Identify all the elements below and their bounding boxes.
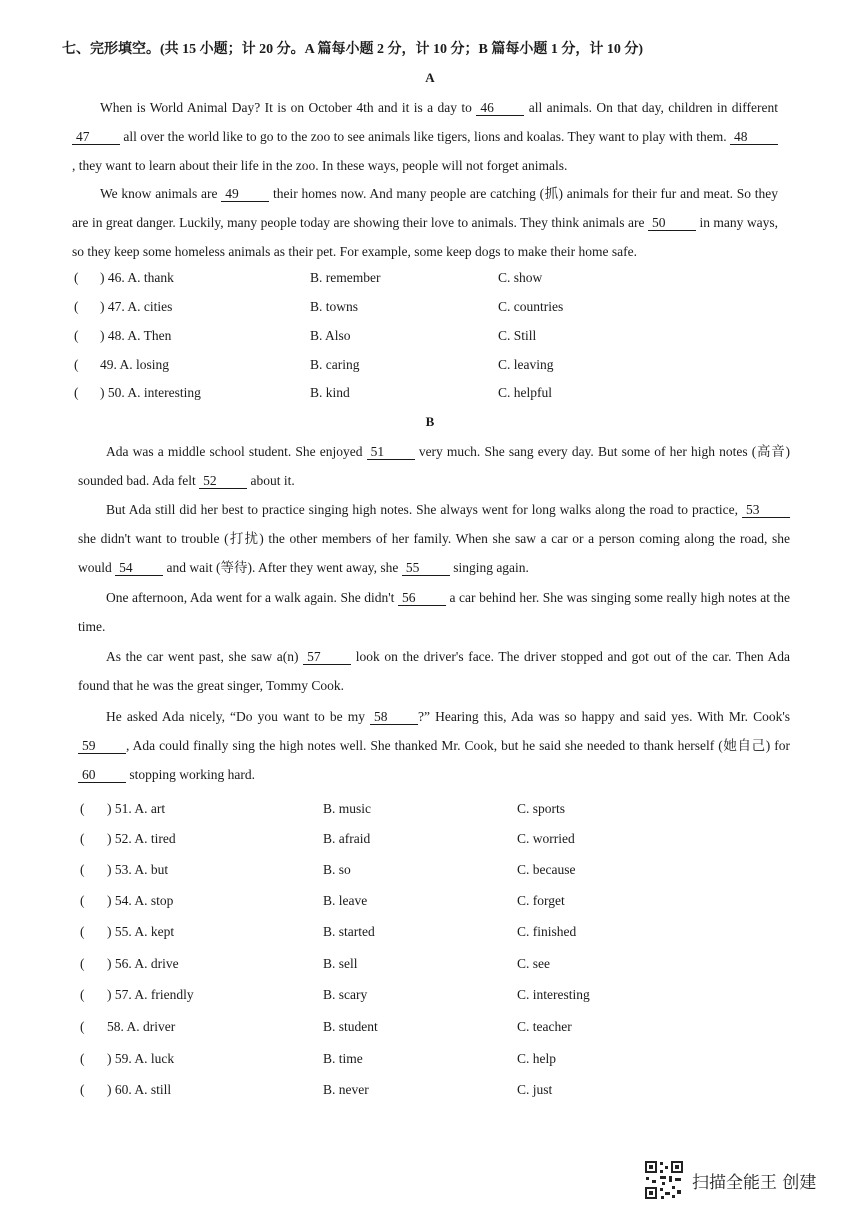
option-c: C. sports <box>517 801 566 816</box>
blank-50: 50 <box>648 215 696 231</box>
option-b: B. time <box>323 1051 363 1066</box>
option-c: C. forget <box>517 893 565 908</box>
option-b: B. caring <box>310 357 360 372</box>
option-a: ) 46. A. thank <box>100 270 174 285</box>
answer-bracket: ( <box>74 357 79 372</box>
option-a: ) 47. A. cities <box>100 299 173 314</box>
option-a: ) 57. A. friendly <box>107 987 194 1002</box>
option-c: C. worried <box>517 831 575 846</box>
answer-bracket: ( <box>80 956 85 971</box>
answer-bracket: ( <box>80 1051 85 1066</box>
option-a: ) 50. A. interesting <box>100 385 201 400</box>
option-b: B. kind <box>310 385 350 400</box>
blank-58: 58 <box>370 709 418 725</box>
option-b: B. remember <box>310 270 381 285</box>
option-c: C. leaving <box>498 357 554 372</box>
option-b: B. music <box>323 801 372 816</box>
answer-bracket: ( <box>74 270 79 285</box>
option-a: 49. A. losing <box>100 357 170 372</box>
answer-bracket: ( <box>74 328 79 343</box>
answer-bracket: ( <box>80 987 85 1002</box>
option-b: B. towns <box>310 299 359 314</box>
option-c: C. helpful <box>498 385 552 400</box>
option-b: B. started <box>323 924 375 939</box>
passage-b-paragraph-3: One afternoon, Ada went for a walk again. She didn't 56 a car behind her. She was singing some really high notes at the time. <box>78 590 791 634</box>
answer-bracket: ( <box>74 385 79 400</box>
qr-code-icon <box>644 1160 684 1200</box>
option-a: ) 53. A. but <box>107 862 169 877</box>
blank-55: 55 <box>402 560 450 576</box>
option-b: B. student <box>323 1019 378 1034</box>
answer-bracket: ( <box>74 299 79 314</box>
scanner-watermark <box>644 1160 816 1200</box>
answer-bracket: ( <box>80 924 85 939</box>
option-c: C. show <box>498 270 543 285</box>
passage-a-paragraph-1: When is World Animal Day? It is on October 4th and it is a day to 46 all animals. On that day, children in different 47 all over the world like to go to the zoo to see animals like tigers, lions and koalas. They want to play with them. 48, they want to learn about their life in the zoo. In these ways, people will not forget animals. <box>72 100 778 173</box>
passage-b-paragraph-2: But Ada still did her best to practice singing high notes. She always went for long walks along the road to practice, 53 she didn't want to trouble (打扰) the other members of her family. When she saw a car or a person coming along the road, she would 54 and wait (等待). After they went away, she 55 singing again. <box>78 502 790 575</box>
option-c: C. Still <box>498 328 537 343</box>
option-b: B. Also <box>310 328 351 343</box>
option-b: B. so <box>323 862 351 877</box>
blank-51: 51 <box>367 444 415 460</box>
passage-b-title: B <box>425 414 435 429</box>
answer-bracket: ( <box>80 862 85 877</box>
blank-46: 46 <box>476 100 524 116</box>
passage-a-title: A <box>425 70 435 85</box>
blank-56: 56 <box>398 590 446 606</box>
blank-49: 49 <box>221 186 269 202</box>
option-c: C. see <box>517 956 550 971</box>
answer-bracket: ( <box>80 1082 85 1097</box>
option-a: ) 52. A. tired <box>107 831 176 846</box>
blank-57: 57 <box>303 649 351 665</box>
blank-47: 47 <box>72 129 120 145</box>
option-b: B. never <box>323 1082 369 1097</box>
option-b: B. sell <box>323 956 358 971</box>
answer-bracket: ( <box>80 831 85 846</box>
answer-bracket: ( <box>80 1019 85 1034</box>
option-c: C. finished <box>517 924 577 939</box>
option-c: C. help <box>517 1051 556 1066</box>
answer-bracket: ( <box>80 801 85 816</box>
passage-a-paragraph-2: We know animals are 49 their homes now. And many people are catching (抓) animals for their fur and meat. So they are in great danger. Luckily, many people today are showing their love to animals. They think animals are 50 in many ways, so they keep some homeless animals as their pet. For example, some keep dogs to make their home safe. <box>72 186 779 259</box>
blank-54: 54 <box>115 560 163 576</box>
option-a: ) 56. A. drive <box>107 956 179 971</box>
option-a: ) 59. A. luck <box>107 1051 175 1066</box>
option-b: B. afraid <box>323 831 371 846</box>
option-a: ) 54. A. stop <box>107 893 174 908</box>
blank-60: 60 <box>78 767 126 783</box>
answer-bracket: ( <box>80 893 85 908</box>
passage-b-paragraph-1: Ada was a middle school student. She enjoyed 51 very much. She sang every day. But some of her high notes (高音) sounded bad. Ada felt 52 about it. <box>78 444 791 488</box>
option-a: ) 55. A. kept <box>107 924 175 939</box>
option-c: C. interesting <box>517 987 590 1002</box>
watermark-text: 扫描全能王 创建 <box>692 1172 817 1193</box>
option-a: ) 48. A. Then <box>100 328 172 343</box>
option-c: C. because <box>517 862 576 877</box>
option-c: C. teacher <box>517 1019 572 1034</box>
option-a: 58. A. driver <box>107 1019 176 1034</box>
option-a: ) 51. A. art <box>107 801 166 816</box>
passage-b-paragraph-4: As the car went past, she saw a(n) 57 look on the driver's face. The driver stopped and got out of the car. Then Ada found that he was the great singer, Tommy Cook. <box>78 649 791 693</box>
passage-b-paragraph-5: He asked Ada nicely, “Do you want to be my 58 ?” Hearing this, Ada was so happy and said yes. With Mr. Cook's 59 , Ada could finally sing the high notes well. She thanked Mr. Cook, but he said she needed to thank herself (她自己) for 60 stopping working hard. <box>78 702 790 789</box>
blank-59: 59 <box>78 738 126 754</box>
blank-48: 48 <box>730 129 778 145</box>
option-c: C. countries <box>498 299 564 314</box>
option-a: ) 60. A. still <box>107 1082 172 1097</box>
blank-53: 53 <box>742 502 790 518</box>
option-b: B. scary <box>323 987 368 1002</box>
option-b: B. leave <box>323 893 368 908</box>
blank-52: 52 <box>199 473 247 489</box>
section-heading: 七、完形填空。(共 15 小题；计 20 分。A 篇每小题 2 分，计 10 分；B 篇每小题 1 分，计 10 分) <box>62 42 643 57</box>
option-c: C. just <box>517 1082 553 1097</box>
